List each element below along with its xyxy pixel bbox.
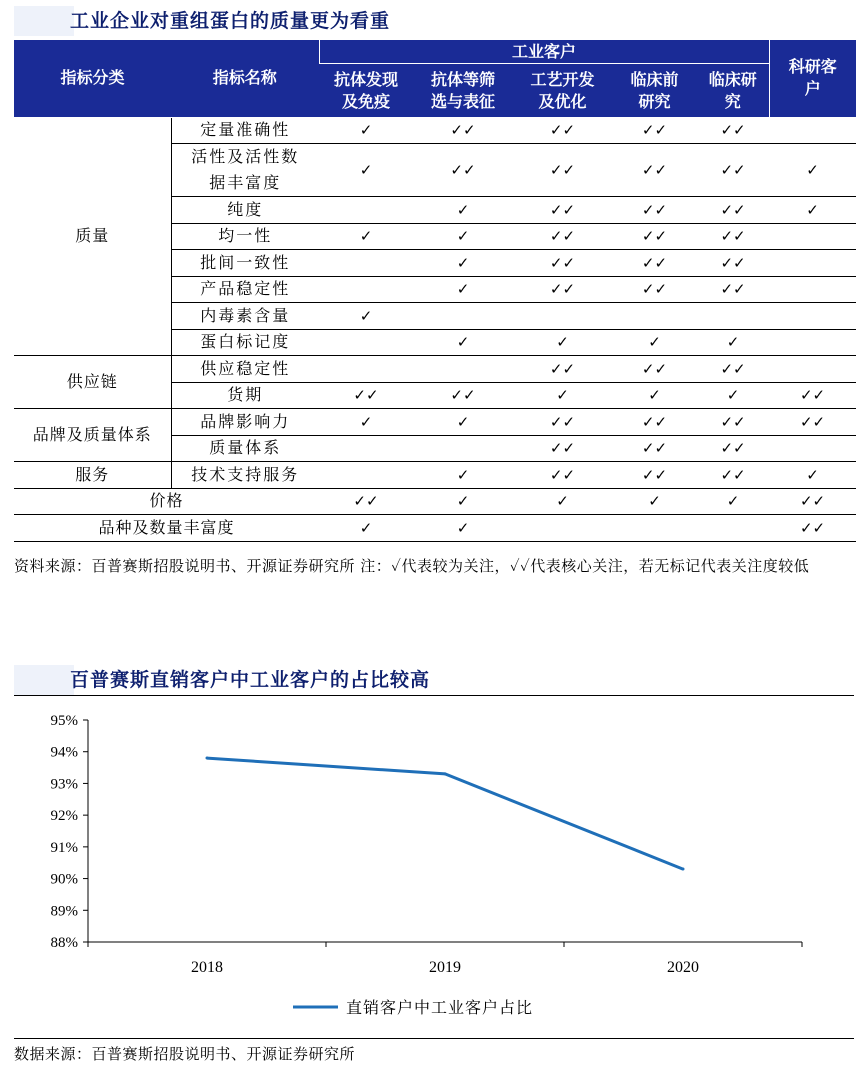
x-tick-label: 2020 [667, 959, 699, 976]
mark-cell: ✓ [413, 462, 513, 489]
indicator-name-line: 产品稳定性 [200, 279, 291, 299]
mark-cell: ✓ [612, 488, 697, 515]
mark-cell [319, 197, 413, 224]
mark-cell: ✓ [319, 303, 413, 330]
mark-cell: ✓✓ [697, 117, 769, 144]
mark-cell [319, 250, 413, 277]
mark-cell [769, 303, 856, 330]
mark-cell: ✓✓ [697, 197, 769, 224]
mark-cell: ✓✓ [612, 356, 697, 383]
y-tick-label: 89% [50, 903, 78, 920]
y-tick-label: 93% [50, 776, 78, 793]
h-sub1-l2: 选与表征 [430, 91, 495, 111]
mark-cell: ✓✓ [769, 409, 856, 436]
indicator-name-line: 定量准确性 [200, 120, 291, 140]
table-title [14, 6, 390, 36]
mark-cell [769, 435, 856, 462]
mark-cell: ✓✓ [769, 515, 856, 542]
row-indicator-name [171, 223, 319, 250]
indicator-name-line: 供应稳定性 [200, 358, 291, 378]
mark-cell: ✓✓ [612, 462, 697, 489]
mark-cell: ✓ [319, 409, 413, 436]
row-category: 供应链 [14, 356, 171, 409]
mark-cell [513, 515, 612, 542]
header-research-line1: 科研客 [788, 57, 837, 77]
header-research-line2: 户 [804, 79, 821, 99]
mark-cell: ✓✓ [513, 144, 612, 197]
mark-cell: ✓✓ [612, 276, 697, 303]
mark-cell: ✓✓ [513, 356, 612, 383]
table-note: 资料来源：百普赛斯招股说明书、开源证券研究所 注：✓代表较为关注，✓✓代表核心关注，若无标记代表关注度较低 [14, 557, 810, 575]
mark-cell: ✓ [413, 276, 513, 303]
row-indicator-name [171, 250, 319, 277]
h-sub3-l2: 研究 [638, 91, 671, 111]
indicator-name-line: 货期 [227, 385, 264, 405]
mark-cell: ✓✓ [697, 435, 769, 462]
mark-cell: ✓✓ [319, 488, 413, 515]
indicator-name-line: 内毒素含量 [200, 305, 291, 325]
mark-cell [769, 250, 856, 277]
mark-cell: ✓ [413, 197, 513, 224]
mark-cell: ✓ [413, 515, 513, 542]
legend-label: 直销客户中工业客户占比 [346, 998, 534, 1017]
mark-cell: ✓✓ [697, 144, 769, 197]
mark-cell [612, 515, 697, 542]
data-point [682, 868, 685, 871]
mark-cell [769, 356, 856, 383]
mark-cell: ✓ [769, 462, 856, 489]
mark-cell [413, 356, 513, 383]
mark-cell: ✓ [697, 382, 769, 409]
chart-title [14, 665, 430, 695]
chart-top-rule [14, 695, 854, 696]
mark-cell: ✓✓ [513, 223, 612, 250]
mark-cell: ✓ [319, 117, 413, 144]
chart-bottom-rule [14, 1038, 854, 1039]
mark-cell: ✓✓ [513, 117, 612, 144]
mark-cell: ✓ [413, 488, 513, 515]
mark-cell: ✓✓ [697, 223, 769, 250]
line-chart [0, 700, 866, 1040]
mark-cell [319, 329, 413, 356]
x-tick-label: 2018 [191, 959, 223, 976]
h-sub2-l1: 工艺开发 [530, 69, 595, 89]
header-sub-screening [413, 64, 513, 118]
mark-cell: ✓✓ [612, 223, 697, 250]
mark-cell: ✓✓ [612, 435, 697, 462]
header-industrial-group: 工业客户 [319, 40, 769, 64]
mark-cell: ✓✓ [513, 409, 612, 436]
h-sub4-l1: 临床研 [708, 69, 757, 89]
mark-cell: ✓✓ [513, 250, 612, 277]
row-indicator-name [171, 276, 319, 303]
mark-cell: ✓✓ [612, 409, 697, 436]
mark-cell: ✓ [612, 382, 697, 409]
mark-cell: ✓✓ [612, 117, 697, 144]
y-tick-label: 92% [50, 808, 78, 825]
h-sub1-l1: 抗体等筛 [430, 69, 495, 89]
y-tick-label: 95% [50, 713, 78, 729]
indicator-name-line: 均一性 [218, 226, 273, 246]
header-sub-antibody-discovery [319, 64, 413, 118]
row-indicator-name [171, 197, 319, 224]
indicator-name-line: 品牌影响力 [200, 411, 291, 431]
mark-cell: ✓✓ [697, 250, 769, 277]
mark-cell [319, 435, 413, 462]
row-indicator-name [171, 382, 319, 409]
mark-cell [319, 276, 413, 303]
y-tick-label: 88% [50, 935, 78, 951]
mark-cell: ✓✓ [697, 462, 769, 489]
h-sub3-l1: 临床前 [630, 69, 679, 89]
mark-cell: ✓✓ [413, 117, 513, 144]
mark-cell: ✓✓ [697, 276, 769, 303]
mark-cell: ✓ [513, 329, 612, 356]
mark-cell: ✓ [612, 329, 697, 356]
y-tick-label: 94% [50, 744, 78, 761]
indicator-name-line: 活性及活性数 [191, 147, 300, 166]
mark-cell [513, 303, 612, 330]
indicator-name-line: 技术支持服务 [191, 464, 300, 484]
table-row [14, 515, 856, 542]
mark-cell: ✓✓ [769, 488, 856, 515]
row-indicator-name [171, 462, 319, 489]
table-row [14, 356, 856, 383]
header-name: 指标名称 [171, 40, 319, 117]
h-sub4-l2: 究 [724, 91, 741, 111]
y-tick-label: 90% [50, 871, 78, 888]
mark-cell: ✓✓ [697, 356, 769, 383]
mark-cell [769, 223, 856, 250]
row-category: 质量 [14, 117, 171, 356]
y-tick-label: 91% [50, 839, 78, 856]
mark-cell: ✓✓ [413, 144, 513, 197]
mark-cell: ✓ [697, 329, 769, 356]
indicator-name-line: 批间一致性 [200, 252, 291, 272]
mark-cell: ✓✓ [319, 382, 413, 409]
chart-title-text: 百普赛斯直销客户中工业客户的占比较高 [70, 669, 431, 691]
mark-cell: ✓ [319, 223, 413, 250]
mark-cell [319, 462, 413, 489]
mark-cell: ✓ [769, 144, 856, 197]
mark-cell: ✓ [413, 223, 513, 250]
mark-cell [769, 329, 856, 356]
table-title-text: 工业企业对重组蛋白的质量更为看重 [70, 10, 391, 32]
data-point [444, 772, 447, 775]
table-row [14, 409, 856, 436]
row-indicator-name [171, 329, 319, 356]
mark-cell: ✓✓ [513, 435, 612, 462]
header-sub-clinical [697, 64, 769, 118]
mark-cell: ✓ [413, 250, 513, 277]
mark-cell: ✓ [769, 197, 856, 224]
table-row [14, 117, 856, 144]
h-sub0-l1: 抗体发现 [333, 69, 398, 89]
mark-cell: ✓ [697, 488, 769, 515]
header-category: 指标分类 [14, 40, 171, 117]
mark-cell: ✓✓ [513, 197, 612, 224]
mark-cell [319, 356, 413, 383]
mark-cell: ✓ [319, 144, 413, 197]
h-sub0-l2: 及免疫 [341, 91, 390, 111]
mark-cell [413, 303, 513, 330]
mark-cell: ✓ [319, 515, 413, 542]
mark-cell: ✓✓ [612, 197, 697, 224]
header-sub-process-dev [513, 64, 612, 118]
mark-cell [413, 435, 513, 462]
row-category: 服务 [14, 462, 171, 489]
table-row [14, 462, 856, 489]
mark-cell [769, 117, 856, 144]
mark-cell: ✓ [513, 382, 612, 409]
indicator-name-line: 据丰富度 [209, 173, 282, 192]
mark-cell: ✓✓ [769, 382, 856, 409]
mark-cell: ✓✓ [612, 250, 697, 277]
mark-cell: ✓✓ [513, 462, 612, 489]
header-research [769, 40, 856, 117]
row-indicator-name [171, 117, 319, 144]
indicator-name-line: 质量体系 [209, 438, 282, 458]
table-row [14, 488, 856, 515]
h-sub2-l2: 及优化 [538, 91, 587, 111]
mark-cell: ✓✓ [413, 382, 513, 409]
indicator-name-line: 纯度 [227, 199, 264, 219]
mark-cell [697, 515, 769, 542]
mark-cell [769, 276, 856, 303]
row-indicator-name [171, 144, 319, 197]
mark-cell: ✓✓ [612, 144, 697, 197]
row-indicator-name [171, 409, 319, 436]
chart-source: 数据来源：百普赛斯招股说明书、开源证券研究所 [14, 1045, 356, 1063]
x-tick-label: 2019 [429, 959, 461, 976]
row-indicator-name [171, 435, 319, 462]
quality-priority-table [14, 40, 856, 542]
row-indicator-name [171, 356, 319, 383]
row-indicator-name [171, 303, 319, 330]
mark-cell: ✓ [413, 329, 513, 356]
mark-cell: ✓✓ [697, 409, 769, 436]
row-merged-label: 品种及数量丰富度 [14, 515, 319, 542]
data-point [206, 757, 209, 760]
row-category: 品牌及质量体系 [14, 409, 171, 462]
header-sub-preclinical [612, 64, 697, 118]
mark-cell: ✓ [513, 488, 612, 515]
mark-cell [697, 303, 769, 330]
mark-cell [612, 303, 697, 330]
mark-cell: ✓ [413, 409, 513, 436]
mark-cell: ✓✓ [513, 276, 612, 303]
row-merged-label: 价格 [14, 488, 319, 515]
table-body [14, 117, 856, 541]
indicator-name-line: 蛋白标记度 [200, 332, 291, 352]
